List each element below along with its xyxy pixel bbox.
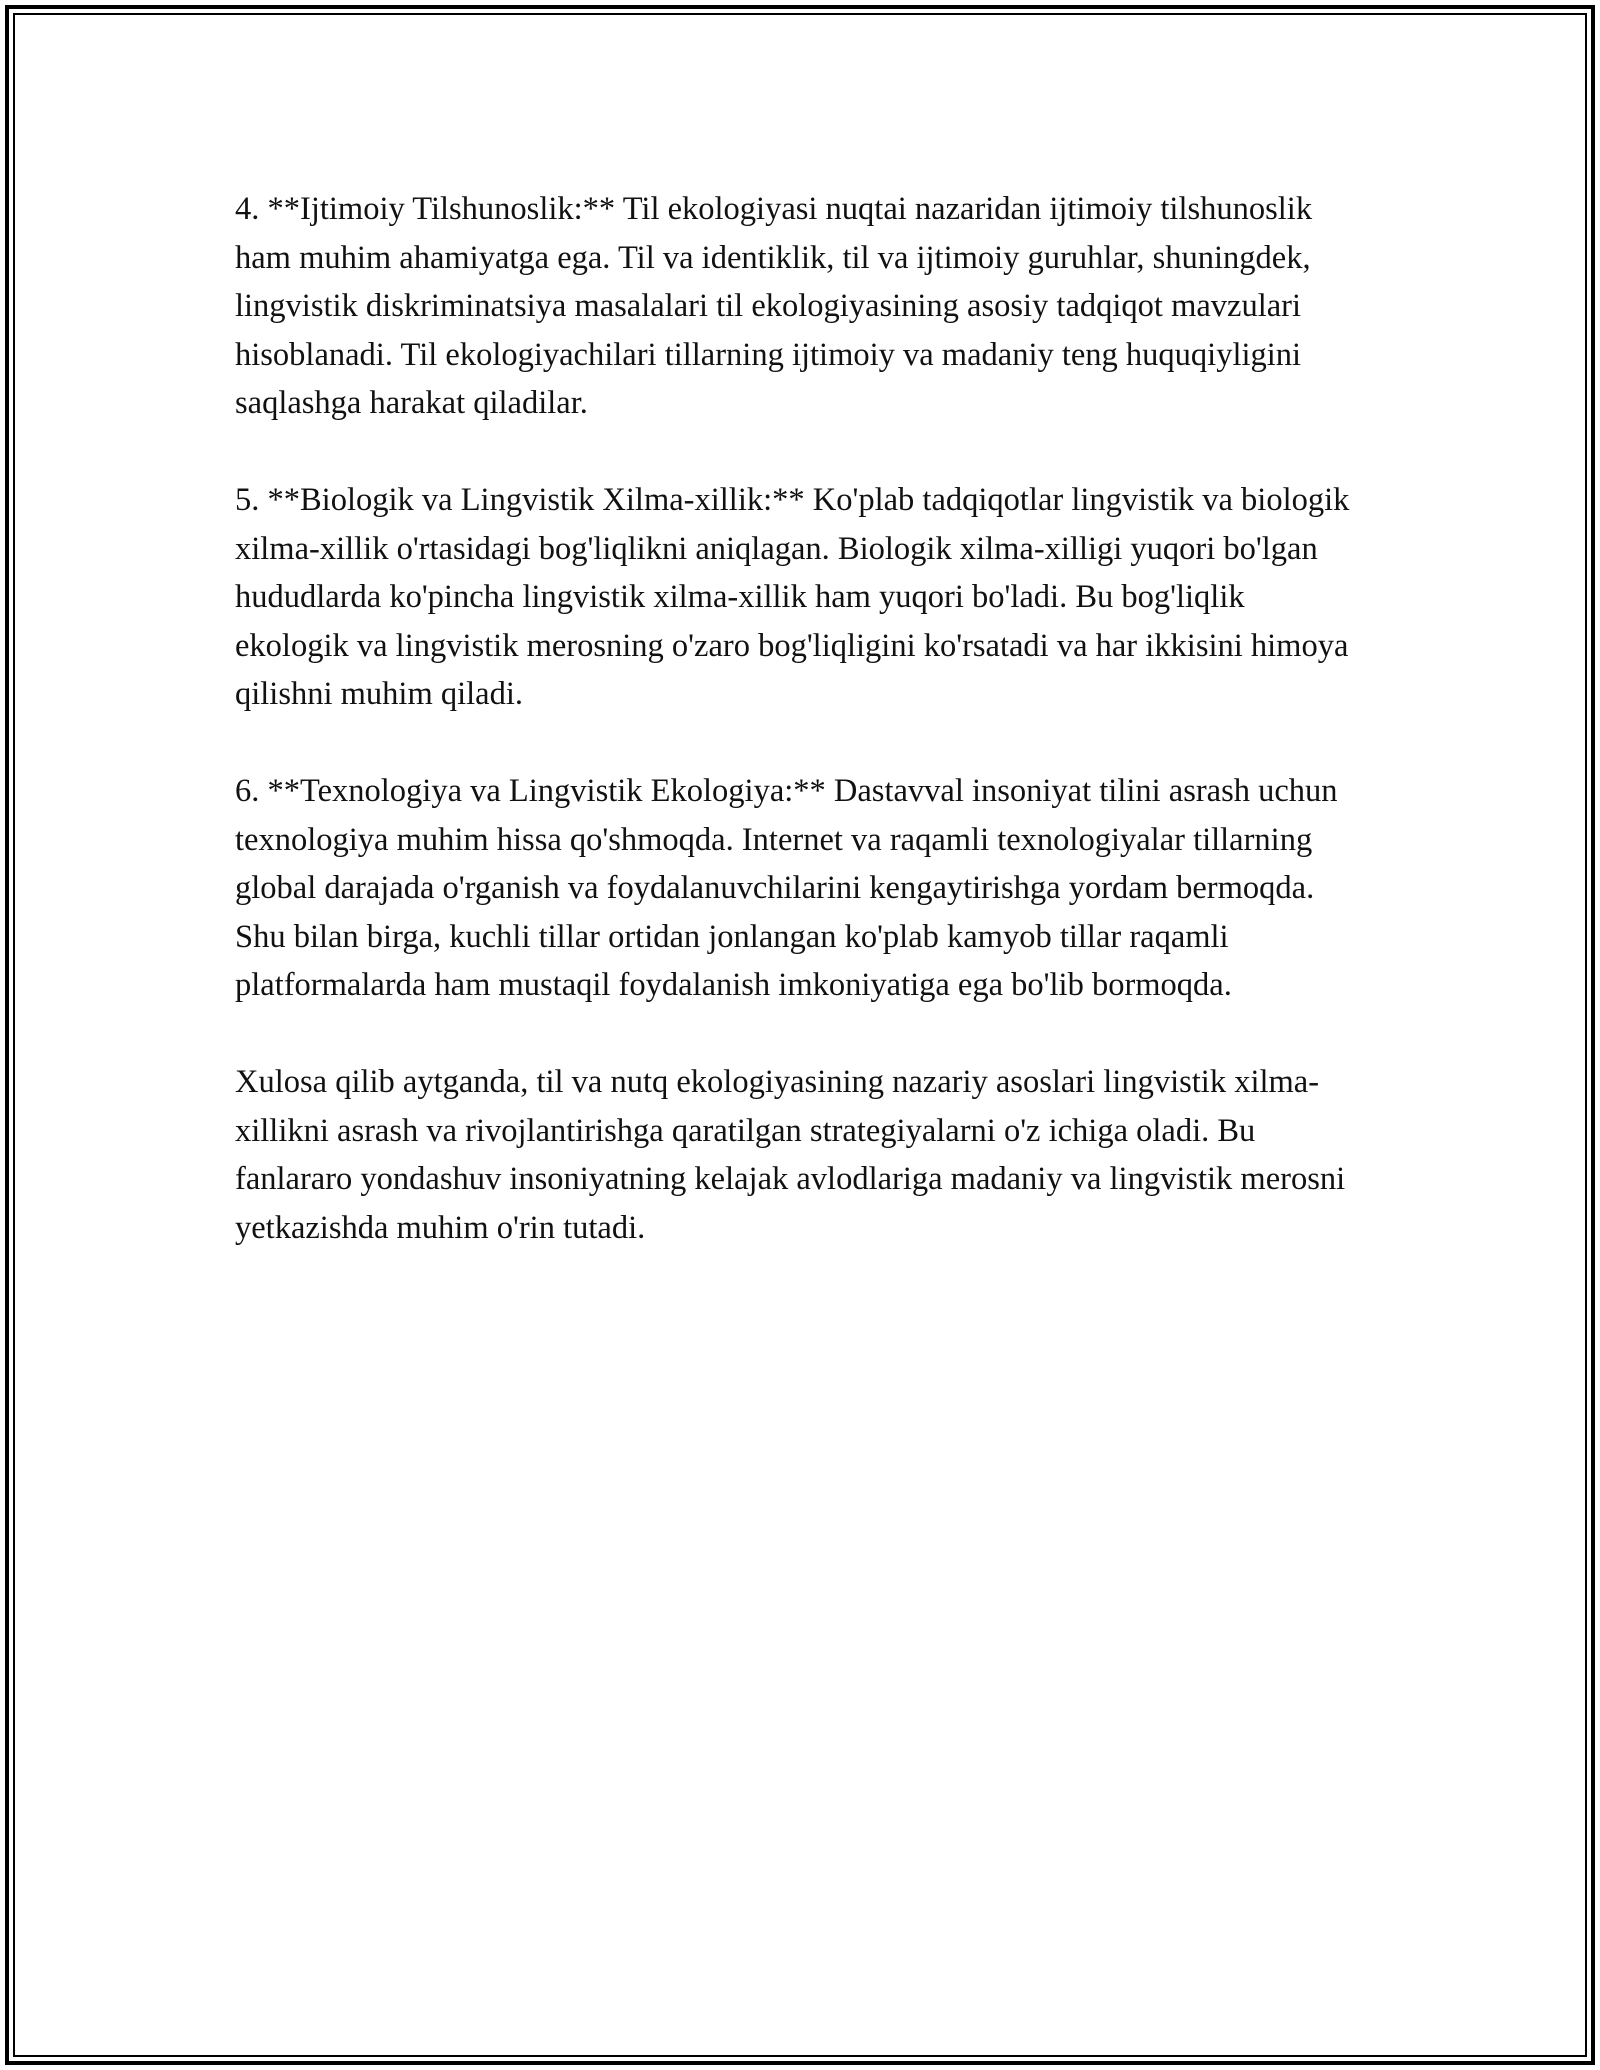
paragraph-technology-ecology: 6. **Texnologiya va Lingvistik Ekologiya:** Dastavval insoniyat tilini asrash uchun texnologiya muhim hissa qo'shmoqda. Internet va raqamli texnologiyalar tillarning global darajada o'rganish va foydalanuvchilarini kengaytirishga yordam bermoqda. Shu bilan birga, kuchli tillar ortidan jonlangan ko'plab kamyob tillar raqamli platformalarda ham mustaqil foydalanish imkoniyatiga ega bo'lib bormoqda. (235, 773, 1338, 1003)
paragraph-biolinguistic-diversity: 5. **Biologik va Lingvistik Xilma-xillik:** Ko'plab tadqiqotlar lingvistik va biologik xilma-xillik o'rtasidagi bog'liqlikni aniqlagan. Biologik xilma-xilligi yuqori bo'lgan hududlarda ko'pincha lingvistik xilma-xillik ham yuqori bo'ladi. Bu bog'liqlik ekologik va lingvistik merosning o'zaro bog'liqligini ko'rsatadi va har ikkisini himoya qilishni muhim qiladi. (235, 482, 1350, 712)
document-body (235, 185, 1365, 1301)
paragraph-conclusion: Xulosa qilib aytganda, til va nutq ekologiyasining nazariy asoslari lingvistik xilma-xillikni asrash va rivojlantirishga qaratilgan strategiyalarni o'z ichiga oladi. Bu fanlararo yondashuv insoniyatning kelajak avlodlariga madaniy va lingvistik merosni yetkazishda muhim o'rin tutadi. (235, 1064, 1346, 1246)
paragraph-sociolinguistics: 4. **Ijtimoiy Tilshunoslik:** Til ekologiyasi nuqtai nazaridan ijtimoiy tilshunoslik ham muhim ahamiyatga ega. Til va identiklik, til va ijtimoiy guruhlar, shuningdek, lingvistik diskriminatsiya masalalari til ekologiyasining asosiy tadqiqot mavzulari hisoblanadi. Til ekologiyachilari tillarning ijtimoiy va madaniy teng huquqiyligini saqlashga harakat qiladilar. (235, 191, 1313, 421)
